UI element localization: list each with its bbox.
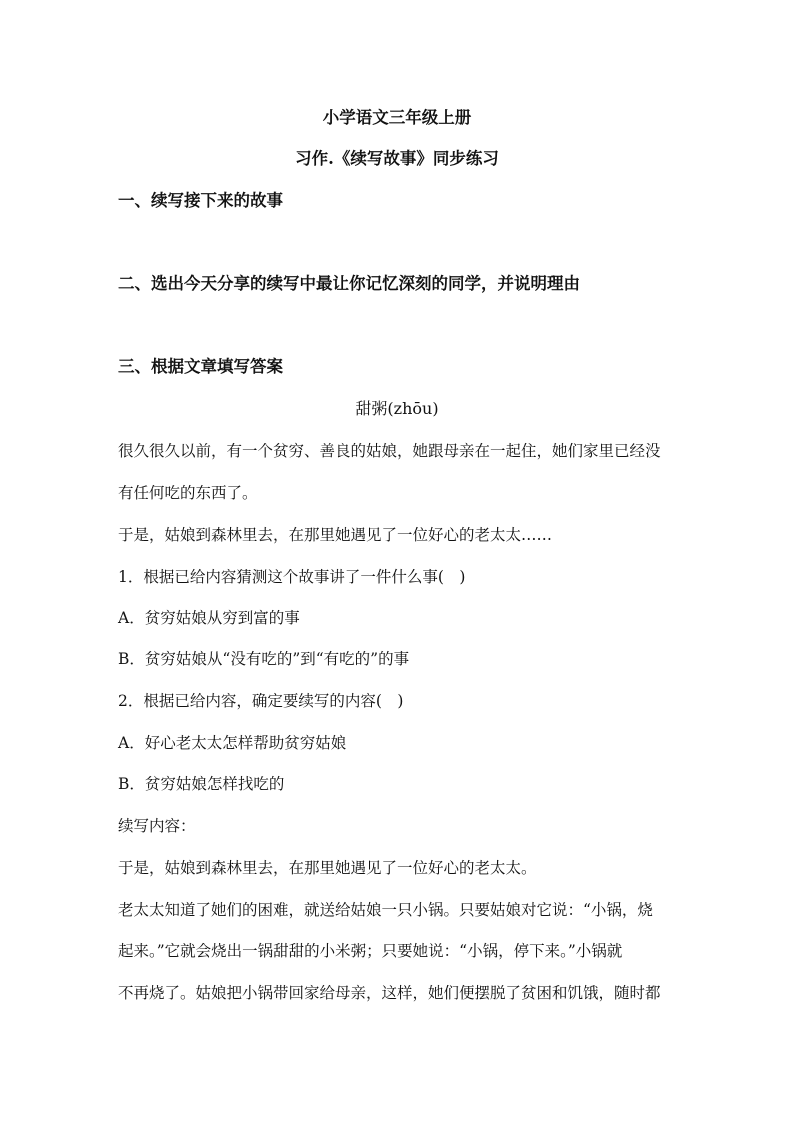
question-1-option-b: B．贫穷姑娘从“没有吃的”到“有吃的”的事 bbox=[118, 650, 410, 668]
question-2-option-b: B．贫穷姑娘怎样找吃的 bbox=[118, 775, 285, 793]
continuation-label: 续写内容： bbox=[118, 817, 196, 835]
section-heading-1: 一、续写接下来的故事 bbox=[118, 191, 283, 210]
story-line-2: 有任何吃的东西了。 bbox=[118, 484, 258, 502]
continuation-line-2: 老太太知道了她们的困难，就送给姑娘一只小锅。只要姑娘对它说：“小锅，烧 bbox=[118, 901, 653, 919]
question-2-option-a: A．好心老太太怎样帮助贫穷姑娘 bbox=[118, 734, 347, 752]
section-heading-2: 二、选出今天分享的续写中最让你记忆深刻的同学，并说明理由 bbox=[118, 274, 580, 293]
section-heading-3: 三、根据文章填写答案 bbox=[118, 357, 283, 376]
story-line-3: 于是，姑娘到森林里去，在那里她遇见了一位好心的老太太…… bbox=[118, 526, 553, 544]
continuation-line-1: 于是，姑娘到森林里去，在那里她遇见了一位好心的老太太。 bbox=[118, 859, 537, 877]
continuation-line-3: 起来。”它就会烧出一锅甜甜的小米粥；只要她说：“小锅，停下来。”小锅就 bbox=[118, 942, 623, 960]
story-line-1: 很久很久以前，有一个贫穷、善良的姑娘，她跟母亲在一起住，她们家里已经没 bbox=[118, 442, 661, 460]
question-2: 2．根据已给内容，确定要续写的内容( ) bbox=[118, 692, 404, 710]
story-title: 甜粥(zhōu) bbox=[355, 399, 439, 418]
question-1: 1．根据已给内容猜测这个故事讲了一件什么事( ) bbox=[118, 568, 466, 586]
document-title: 小学语文三年级上册 bbox=[322, 108, 472, 127]
document-subtitle: 习作.《续写故事》同步练习 bbox=[295, 149, 499, 168]
question-1-option-a: A．贫穷姑娘从穷到富的事 bbox=[118, 609, 300, 627]
continuation-line-4: 不再烧了。姑娘把小锅带回家给母亲，这样，她们便摆脱了贫困和饥饿，随时都 bbox=[118, 984, 661, 1002]
